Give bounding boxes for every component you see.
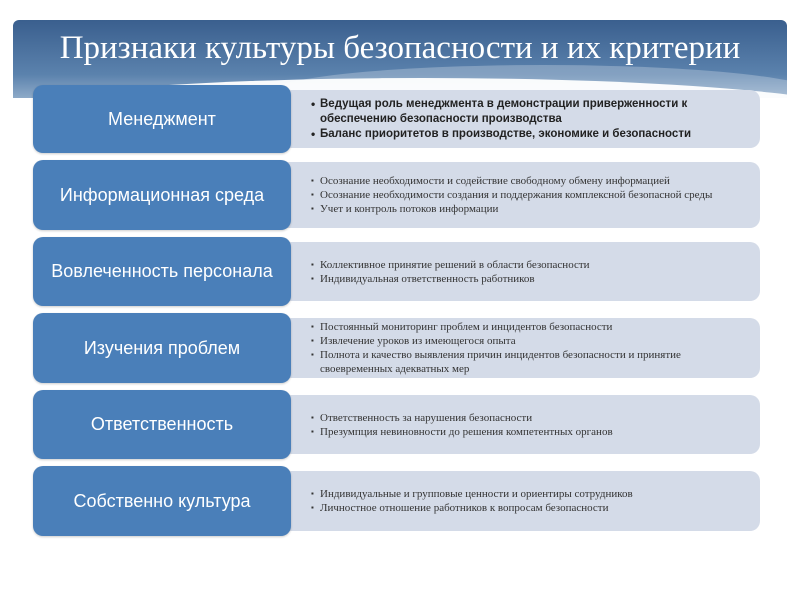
list-item: ▪ Осознание необходимости создания и поддержания комплексной безопасной среды xyxy=(311,188,740,202)
list-item: ▪ Извлечение уроков из имеющегося опыта xyxy=(311,334,740,348)
criteria-row-culture xyxy=(33,466,760,536)
criteria-panel xyxy=(283,242,760,301)
criteria-panel xyxy=(283,162,760,228)
row-label: Собственно культура xyxy=(33,466,291,536)
criteria-panel xyxy=(283,90,760,148)
row-label: Менеджмент xyxy=(33,85,291,153)
list-item: ▪ Осознание необходимости и содействие свободному обмену информацией xyxy=(311,174,740,188)
row-label: Изучения проблем xyxy=(33,313,291,383)
criteria-row-involvement xyxy=(33,237,760,306)
list-item: • Баланс приоритетов в производстве, экономике и безопасности xyxy=(311,127,740,142)
criteria-row-responsibility xyxy=(33,390,760,459)
list-item: ▪ Учет и контроль потоков информации xyxy=(311,202,740,216)
list-item: ▪ Индивидуальная ответственность работников xyxy=(311,272,740,286)
criteria-panel xyxy=(283,318,760,378)
page-title: Признаки культуры безопасности и их критерии xyxy=(59,30,741,66)
list-item: ▪ Личностное отношение работников к вопросам безопасности xyxy=(311,501,740,515)
list-item: • Ведущая роль менеджмента в демонстрации приверженности к обеспечению безопасности производства xyxy=(311,97,740,127)
row-label: Информационная среда xyxy=(33,160,291,230)
list-item: ▪ Ответственность за нарушения безопасности xyxy=(311,411,740,425)
criteria-row-information xyxy=(33,160,760,230)
list-item: ▪ Индивидуальные и групповые ценности и ориентиры сотрудников xyxy=(311,487,740,501)
list-item: ▪ Полнота и качество выявления причин инцидентов безопасности и принятие своевременных адекватных мер xyxy=(311,348,740,376)
criteria-panel xyxy=(283,395,760,454)
criteria-row-management xyxy=(33,85,760,153)
list-item: ▪ Презумпция невиновности до решения компетентных органов xyxy=(311,425,740,439)
criteria-row-problems xyxy=(33,313,760,383)
list-item: ▪ Коллективное принятие решений в области безопасности xyxy=(311,258,740,272)
list-item: ▪ Постоянный мониторинг проблем и инцидентов безопасности xyxy=(311,320,740,334)
criteria-panel xyxy=(283,471,760,531)
row-label: Вовлеченность персонала xyxy=(33,237,291,306)
row-label: Ответственность xyxy=(33,390,291,459)
